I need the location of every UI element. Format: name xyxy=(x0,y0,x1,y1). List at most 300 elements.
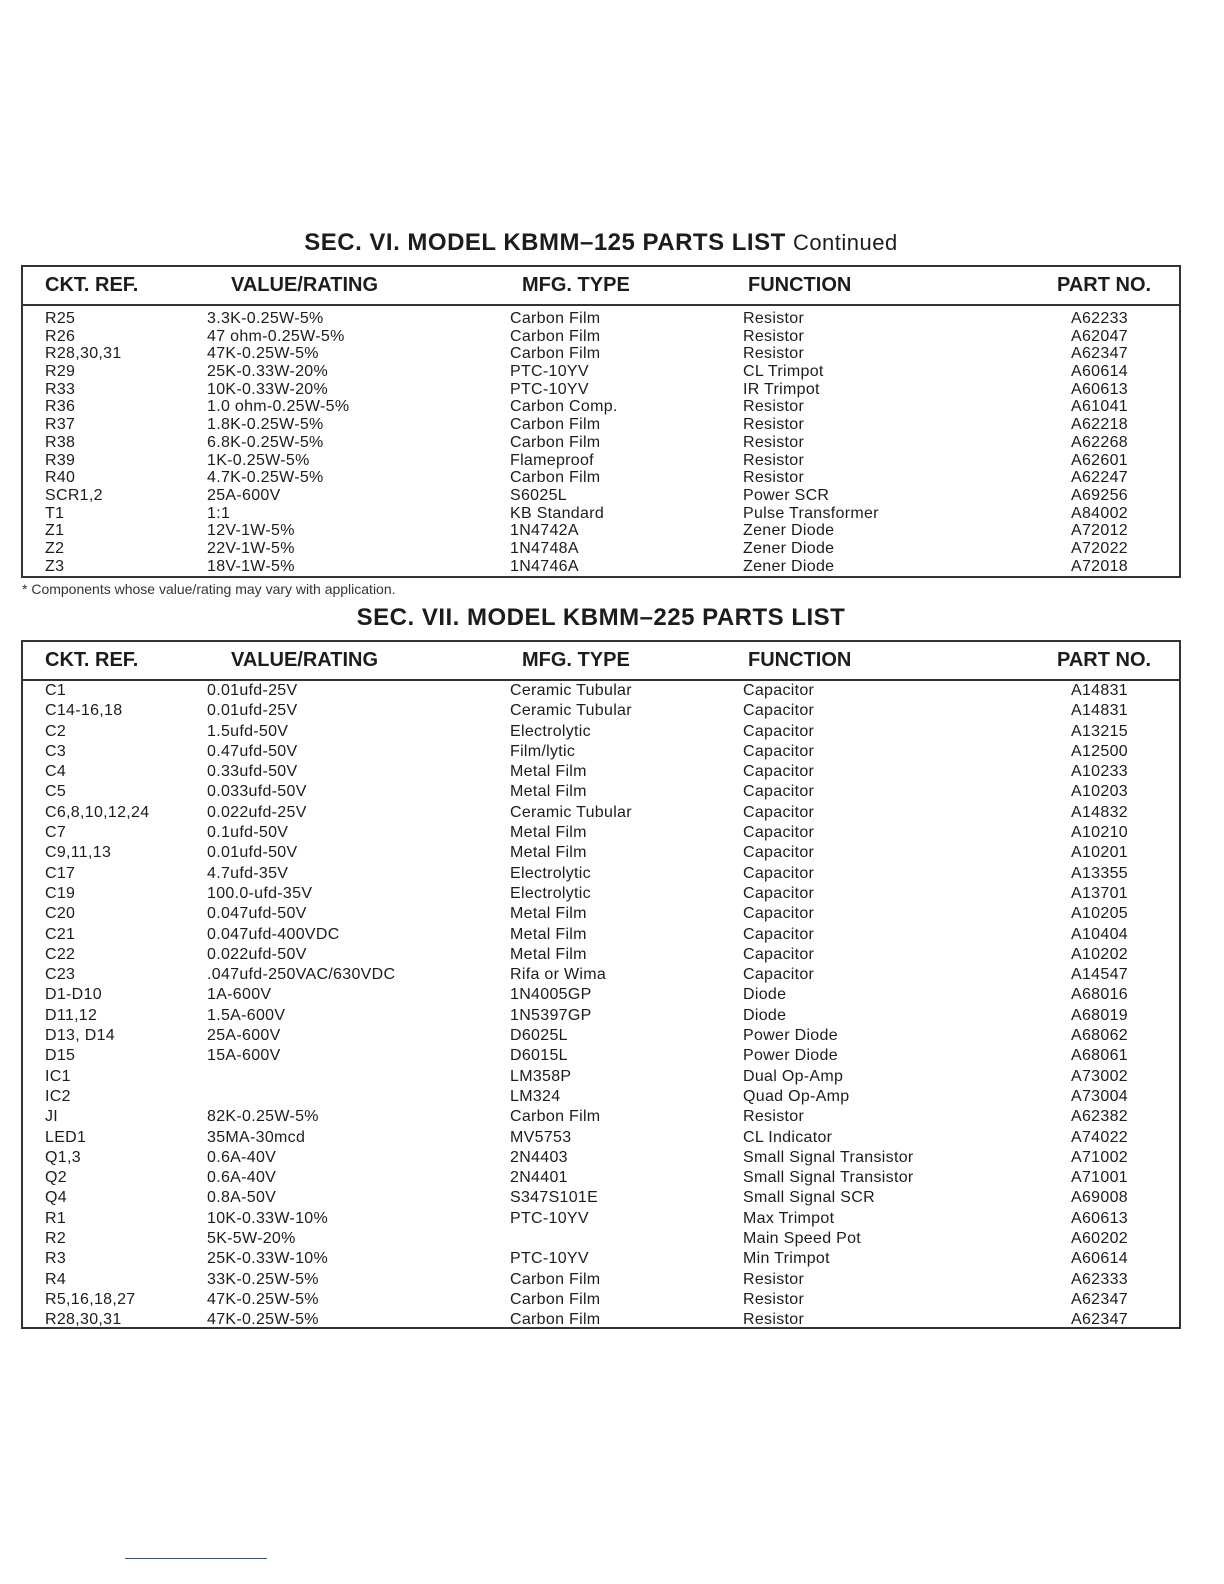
ckt-ref-cell: R25 xyxy=(45,310,76,327)
ckt-ref-cell: IC1 xyxy=(45,1067,71,1085)
table-row xyxy=(23,398,1179,416)
ckt-ref-cell: LED1 xyxy=(45,1128,87,1146)
value-rating-cell: 1.5ufd-50V xyxy=(207,722,289,740)
part-no-cell: A62218 xyxy=(1071,416,1128,434)
section6-title-text: SEC. VI. MODEL KBMM–125 PARTS LIST xyxy=(304,229,786,256)
value-rating-cell: 25K-0.33W-20% xyxy=(207,363,329,381)
part-no-cell: A10404 xyxy=(1071,925,1128,943)
table-body xyxy=(23,681,1179,1331)
mfg-type-cell: Electrolytic xyxy=(510,864,591,882)
mfg-type-cell: Carbon Comp. xyxy=(510,398,618,416)
footnote-rule xyxy=(125,1558,267,1559)
value-rating-cell: 25A-600V xyxy=(207,486,281,504)
mfg-type-cell: D6015L xyxy=(510,1047,568,1065)
part-no-cell: A71002 xyxy=(1071,1148,1128,1166)
ckt-ref-cell: R36 xyxy=(45,398,76,416)
ckt-ref-cell: C14-16,18 xyxy=(45,702,123,720)
mfg-type-cell: Metal Film xyxy=(510,905,587,923)
ckt-ref-cell: R5,16,18,27 xyxy=(45,1290,136,1308)
part-no-cell: A10210 xyxy=(1071,824,1128,842)
mfg-type-cell: D6025L xyxy=(510,1027,568,1045)
ckt-ref-cell: C4 xyxy=(45,763,67,781)
ckt-ref-cell: R3 xyxy=(45,1250,67,1268)
mfg-type-cell: PTC-10YV xyxy=(510,1209,589,1227)
mfg-type-cell: Film/lytic xyxy=(510,742,576,760)
table-row xyxy=(23,487,1179,505)
value-rating-cell: 1:1 xyxy=(207,504,231,522)
function-cell: Small Signal Transistor xyxy=(743,1169,914,1187)
section7-title-text: SEC. VII. MODEL KBMM–225 PARTS LIST xyxy=(356,604,846,631)
value-rating-cell: 22V-1W-5% xyxy=(207,539,295,557)
value-rating-cell: 6.8K-0.25W-5% xyxy=(207,433,324,451)
value-rating-cell: 0.8A-50V xyxy=(207,1189,277,1207)
value-rating-cell: 1A-600V xyxy=(207,986,272,1004)
ckt-ref-cell: C22 xyxy=(45,945,76,963)
value-rating-cell: 25A-600V xyxy=(207,1027,281,1045)
table-row xyxy=(23,965,1179,985)
part-no-cell: A72022 xyxy=(1071,539,1128,557)
ckt-ref-cell: Z3 xyxy=(45,557,65,575)
mfg-type-cell: Carbon Film xyxy=(510,469,601,487)
ckt-ref-cell: C21 xyxy=(45,925,76,943)
table-row xyxy=(23,1310,1179,1330)
mfg-type-cell: Metal Film xyxy=(510,844,587,862)
header-function: FUNCTION xyxy=(748,274,852,296)
part-no-cell: A72018 xyxy=(1071,557,1128,575)
table-row xyxy=(23,540,1179,558)
table-row xyxy=(23,1249,1179,1269)
part-no-cell: A10203 xyxy=(1071,783,1128,801)
value-rating-cell: 0.01ufd-25V xyxy=(207,682,298,699)
function-cell: Capacitor xyxy=(743,864,815,882)
header-value-rating: VALUE/RATING xyxy=(231,649,379,671)
function-cell: Capacitor xyxy=(743,945,815,963)
function-cell: Small Signal Transistor xyxy=(743,1148,914,1166)
ckt-ref-cell: R28,30,31 xyxy=(45,1311,122,1329)
table-row xyxy=(23,434,1179,452)
ckt-ref-cell: C1 xyxy=(45,682,67,699)
mfg-type-cell: Carbon Film xyxy=(510,433,601,451)
ckt-ref-cell: Q4 xyxy=(45,1189,67,1207)
header-part-no: PART NO. xyxy=(1057,649,1152,671)
table-row xyxy=(23,1046,1179,1066)
mfg-type-cell: Carbon Film xyxy=(510,345,601,363)
ckt-ref-cell: R33 xyxy=(45,380,76,398)
table-row xyxy=(23,452,1179,470)
ckt-ref-cell: T1 xyxy=(45,504,65,522)
table-row xyxy=(23,722,1179,742)
ckt-ref-cell: C2 xyxy=(45,722,67,740)
section7-title xyxy=(20,604,1182,632)
mfg-type-cell: Carbon Film xyxy=(510,327,601,345)
header-mfg-type: MFG. TYPE xyxy=(522,649,630,671)
value-rating-cell: 0.047ufd-400VDC xyxy=(207,925,340,943)
function-cell: CL Trimpot xyxy=(743,363,824,381)
ckt-ref-cell: R28,30,31 xyxy=(45,345,122,363)
value-rating-cell: 12V-1W-5% xyxy=(207,522,295,540)
part-no-cell: A68019 xyxy=(1071,1006,1128,1024)
table-row xyxy=(23,1087,1179,1107)
part-no-cell: A69256 xyxy=(1071,486,1128,504)
function-cell: Resistor xyxy=(743,345,805,363)
ckt-ref-cell: C7 xyxy=(45,824,67,842)
table-row xyxy=(23,363,1179,381)
header-function: FUNCTION xyxy=(748,649,852,671)
value-rating-cell: 0.047ufd-50V xyxy=(207,905,307,923)
function-cell: Capacitor xyxy=(743,803,815,821)
part-no-cell: A61041 xyxy=(1071,398,1128,416)
mfg-type-cell: Carbon Film xyxy=(510,1311,601,1329)
mfg-type-cell: 1N4742A xyxy=(510,522,579,540)
table-row xyxy=(23,1067,1179,1087)
table-row xyxy=(23,1270,1179,1290)
mfg-type-cell: PTC-10YV xyxy=(510,363,589,381)
mfg-type-cell: Metal Film xyxy=(510,763,587,781)
part-no-cell: A60202 xyxy=(1071,1230,1128,1248)
part-no-cell: A62333 xyxy=(1071,1270,1128,1288)
header-mfg-type: MFG. TYPE xyxy=(522,274,630,296)
ckt-ref-cell: JI xyxy=(45,1108,59,1126)
function-cell: Capacitor xyxy=(743,844,815,862)
value-rating-cell: 47 ohm-0.25W-5% xyxy=(207,327,345,345)
ckt-ref-cell: C3 xyxy=(45,742,67,760)
value-rating-cell: 18V-1W-5% xyxy=(207,557,295,575)
table-row xyxy=(23,558,1179,576)
table-row xyxy=(23,505,1179,523)
ckt-ref-cell: Z2 xyxy=(45,539,65,557)
function-cell: Pulse Transformer xyxy=(743,504,879,522)
table-row xyxy=(23,762,1179,782)
part-no-cell: A14832 xyxy=(1071,803,1128,821)
value-rating-cell: 1.5A-600V xyxy=(207,1006,286,1024)
header-ckt-ref: CKT. REF. xyxy=(45,649,139,671)
part-no-cell: A69008 xyxy=(1071,1189,1128,1207)
function-cell: Resistor xyxy=(743,1311,805,1329)
ckt-ref-cell: R39 xyxy=(45,451,76,469)
value-rating-cell: 0.01ufd-25V xyxy=(207,702,298,720)
mfg-type-cell: Carbon Film xyxy=(510,310,601,327)
table-row xyxy=(23,843,1179,863)
value-rating-cell: 0.6A-40V xyxy=(207,1148,277,1166)
ckt-ref-cell: Q1,3 xyxy=(45,1148,81,1166)
table-row xyxy=(23,328,1179,346)
value-rating-cell: 5K-5W-20% xyxy=(207,1230,296,1248)
table-header xyxy=(23,642,1179,681)
function-cell: Max Trimpot xyxy=(743,1209,835,1227)
mfg-type-cell: Carbon Film xyxy=(510,1108,601,1126)
table-row xyxy=(23,904,1179,924)
function-cell: CL Indicator xyxy=(743,1128,833,1146)
part-no-cell: A14831 xyxy=(1071,682,1128,699)
table-row xyxy=(23,985,1179,1005)
mfg-type-cell: MV5753 xyxy=(510,1128,572,1146)
part-no-cell: A10205 xyxy=(1071,905,1128,923)
table-row xyxy=(23,416,1179,434)
part-no-cell: A14547 xyxy=(1071,966,1128,984)
parts-table-kbmm-225 xyxy=(21,640,1181,1329)
table-row xyxy=(23,522,1179,540)
part-no-cell: A84002 xyxy=(1071,504,1128,522)
function-cell: Capacitor xyxy=(743,925,815,943)
table-row xyxy=(23,945,1179,965)
ckt-ref-cell: C19 xyxy=(45,884,76,902)
section6-title xyxy=(20,229,1182,257)
ckt-ref-cell: C17 xyxy=(45,864,76,882)
table-row xyxy=(23,1209,1179,1229)
mfg-type-cell: Carbon Film xyxy=(510,1270,601,1288)
value-rating-cell: 4.7K-0.25W-5% xyxy=(207,469,324,487)
header-part-no: PART NO. xyxy=(1057,274,1152,296)
value-rating-cell: 0.033ufd-50V xyxy=(207,783,307,801)
value-rating-cell: 1.8K-0.25W-5% xyxy=(207,416,324,434)
table-row xyxy=(23,381,1179,399)
part-no-cell: A60613 xyxy=(1071,1209,1128,1227)
function-cell: Resistor xyxy=(743,451,805,469)
table-row xyxy=(23,803,1179,823)
function-cell: Power Diode xyxy=(743,1047,838,1065)
mfg-type-cell: 1N4748A xyxy=(510,539,579,557)
value-rating-cell: 25K-0.33W-10% xyxy=(207,1250,329,1268)
ckt-ref-cell: R4 xyxy=(45,1270,67,1288)
part-no-cell: A71001 xyxy=(1071,1169,1128,1187)
function-cell: Dual Op-Amp xyxy=(743,1067,844,1085)
part-no-cell: A60613 xyxy=(1071,380,1128,398)
function-cell: Quad Op-Amp xyxy=(743,1087,850,1105)
part-no-cell: A62347 xyxy=(1071,1290,1128,1308)
header-ckt-ref: CKT. REF. xyxy=(45,274,139,296)
function-cell: Resistor xyxy=(743,310,805,327)
function-cell: Capacitor xyxy=(743,824,815,842)
value-rating-cell: 82K-0.25W-5% xyxy=(207,1108,319,1126)
function-cell: Resistor xyxy=(743,1108,805,1126)
function-cell: Zener Diode xyxy=(743,557,835,575)
part-no-cell: A62601 xyxy=(1071,451,1128,469)
table-row xyxy=(23,1290,1179,1310)
mfg-type-cell: 2N4403 xyxy=(510,1148,568,1166)
table-body xyxy=(23,306,1179,575)
value-rating-cell: 0.01ufd-50V xyxy=(207,844,298,862)
ckt-ref-cell: C5 xyxy=(45,783,67,801)
part-no-cell: A62347 xyxy=(1071,345,1128,363)
value-rating-cell: 4.7ufd-35V xyxy=(207,864,289,882)
mfg-type-cell: Ceramic Tubular xyxy=(510,803,632,821)
ckt-ref-cell: R2 xyxy=(45,1230,67,1248)
part-no-cell: A60614 xyxy=(1071,363,1128,381)
mfg-type-cell: PTC-10YV xyxy=(510,380,589,398)
mfg-type-cell: Electrolytic xyxy=(510,722,591,740)
value-rating-cell: 10K-0.33W-10% xyxy=(207,1209,329,1227)
mfg-type-cell: LM358P xyxy=(510,1067,572,1085)
function-cell: Diode xyxy=(743,1006,787,1024)
mfg-type-cell: Carbon Film xyxy=(510,416,601,434)
value-rating-cell: 100.0-ufd-35V xyxy=(207,884,313,902)
table-row xyxy=(23,310,1179,328)
value-rating-cell: 1.0 ohm-0.25W-5% xyxy=(207,398,350,416)
footnote: * Components whose value/rating may vary with application. xyxy=(22,581,396,597)
ckt-ref-cell: IC2 xyxy=(45,1087,71,1105)
table-row xyxy=(23,1229,1179,1249)
part-no-cell: A62268 xyxy=(1071,433,1128,451)
function-cell: Resistor xyxy=(743,416,805,434)
function-cell: Small Signal SCR xyxy=(743,1189,875,1207)
table-row xyxy=(23,884,1179,904)
ckt-ref-cell: D1-D10 xyxy=(45,986,102,1004)
part-no-cell: A74022 xyxy=(1071,1128,1128,1146)
value-rating-cell: 33K-0.25W-5% xyxy=(207,1270,319,1288)
function-cell: Min Trimpot xyxy=(743,1250,830,1268)
part-no-cell: A73004 xyxy=(1071,1087,1128,1105)
function-cell: Resistor xyxy=(743,433,805,451)
mfg-type-cell: Rifa or Wima xyxy=(510,966,607,984)
part-no-cell: A73002 xyxy=(1071,1067,1128,1085)
mfg-type-cell: Ceramic Tubular xyxy=(510,702,632,720)
function-cell: Diode xyxy=(743,986,787,1004)
ckt-ref-cell: D13, D14 xyxy=(45,1027,115,1045)
value-rating-cell: 47K-0.25W-5% xyxy=(207,345,319,363)
table-row xyxy=(23,782,1179,802)
value-rating-cell: 35MA-30mcd xyxy=(207,1128,306,1146)
table-row xyxy=(23,1107,1179,1127)
mfg-type-cell: Metal Film xyxy=(510,824,587,842)
function-cell: Capacitor xyxy=(743,722,815,740)
table-row xyxy=(23,469,1179,487)
parts-table-kbmm-125 xyxy=(21,265,1181,578)
ckt-ref-cell: Q2 xyxy=(45,1169,67,1187)
mfg-type-cell: 2N4401 xyxy=(510,1169,568,1187)
part-no-cell: A72012 xyxy=(1071,522,1128,540)
table-row xyxy=(23,1188,1179,1208)
function-cell: Zener Diode xyxy=(743,522,835,540)
function-cell: Resistor xyxy=(743,327,805,345)
value-rating-cell: 0.022ufd-50V xyxy=(207,945,307,963)
value-rating-cell: 0.022ufd-25V xyxy=(207,803,307,821)
function-cell: Resistor xyxy=(743,1290,805,1308)
ckt-ref-cell: D11,12 xyxy=(45,1006,98,1024)
table-row xyxy=(23,1148,1179,1168)
mfg-type-cell: 1N4005GP xyxy=(510,986,592,1004)
part-no-cell: A13701 xyxy=(1071,884,1128,902)
ckt-ref-cell: C9,11,13 xyxy=(45,844,112,862)
mfg-type-cell: LM324 xyxy=(510,1087,561,1105)
table-row xyxy=(23,1168,1179,1188)
function-cell: Main Speed Pot xyxy=(743,1230,862,1248)
part-no-cell: A13355 xyxy=(1071,864,1128,882)
value-rating-cell: 0.6A-40V xyxy=(207,1169,277,1187)
value-rating-cell: 0.1ufd-50V xyxy=(207,824,289,842)
table-row xyxy=(23,345,1179,363)
table-row xyxy=(23,1128,1179,1148)
value-rating-cell: 47K-0.25W-5% xyxy=(207,1290,319,1308)
mfg-type-cell: Metal Film xyxy=(510,783,587,801)
ckt-ref-cell: C23 xyxy=(45,966,76,984)
mfg-type-cell: KB Standard xyxy=(510,504,605,522)
function-cell: Power SCR xyxy=(743,486,830,504)
mfg-type-cell: Electrolytic xyxy=(510,884,591,902)
mfg-type-cell: S6025L xyxy=(510,486,567,504)
part-no-cell: A10233 xyxy=(1071,763,1128,781)
function-cell: Capacitor xyxy=(743,884,815,902)
mfg-type-cell: Metal Film xyxy=(510,925,587,943)
part-no-cell: A12500 xyxy=(1071,742,1128,760)
function-cell: Resistor xyxy=(743,398,805,416)
value-rating-cell: .047ufd-250VAC/630VDC xyxy=(207,966,396,984)
table-row xyxy=(23,1026,1179,1046)
mfg-type-cell: 1N5397GP xyxy=(510,1006,592,1024)
function-cell: Resistor xyxy=(743,1270,805,1288)
part-no-cell: A13215 xyxy=(1071,722,1128,740)
value-rating-cell: 1K-0.25W-5% xyxy=(207,451,310,469)
part-no-cell: A10201 xyxy=(1071,844,1128,862)
value-rating-cell: 3.3K-0.25W-5% xyxy=(207,310,324,327)
ckt-ref-cell: R1 xyxy=(45,1209,67,1227)
table-row xyxy=(23,701,1179,721)
value-rating-cell: 15A-600V xyxy=(207,1047,281,1065)
function-cell: Zener Diode xyxy=(743,539,835,557)
part-no-cell: A68016 xyxy=(1071,986,1128,1004)
ckt-ref-cell: C20 xyxy=(45,905,76,923)
ckt-ref-cell: Z1 xyxy=(45,522,65,540)
part-no-cell: A62247 xyxy=(1071,469,1128,487)
function-cell: Capacitor xyxy=(743,682,815,699)
function-cell: Capacitor xyxy=(743,966,815,984)
part-no-cell: A62047 xyxy=(1071,327,1128,345)
table-header xyxy=(23,267,1179,306)
part-no-cell: A62382 xyxy=(1071,1108,1128,1126)
table-row xyxy=(23,925,1179,945)
part-no-cell: A68062 xyxy=(1071,1027,1128,1045)
mfg-type-cell: Carbon Film xyxy=(510,1290,601,1308)
ckt-ref-cell: C6,8,10,12,24 xyxy=(45,803,150,821)
function-cell: Capacitor xyxy=(743,742,815,760)
ckt-ref-cell: R38 xyxy=(45,433,76,451)
header-value-rating: VALUE/RATING xyxy=(231,274,379,296)
table-row xyxy=(23,742,1179,762)
function-cell: Power Diode xyxy=(743,1027,838,1045)
value-rating-cell: 0.47ufd-50V xyxy=(207,742,298,760)
part-no-cell: A60614 xyxy=(1071,1250,1128,1268)
mfg-type-cell: S347S101E xyxy=(510,1189,599,1207)
value-rating-cell: 0.33ufd-50V xyxy=(207,763,298,781)
ckt-ref-cell: R37 xyxy=(45,416,76,434)
mfg-type-cell: Ceramic Tubular xyxy=(510,682,632,699)
value-rating-cell: 10K-0.33W-20% xyxy=(207,380,329,398)
table-row xyxy=(23,1006,1179,1026)
ckt-ref-cell: R40 xyxy=(45,469,76,487)
function-cell: Capacitor xyxy=(743,905,815,923)
part-no-cell: A10202 xyxy=(1071,945,1128,963)
section6-title-continued: Continued xyxy=(792,230,898,255)
function-cell: Resistor xyxy=(743,469,805,487)
ckt-ref-cell: D15 xyxy=(45,1047,76,1065)
value-rating-cell: 47K-0.25W-5% xyxy=(207,1311,319,1329)
part-no-cell: A14831 xyxy=(1071,702,1128,720)
mfg-type-cell: 1N4746A xyxy=(510,557,579,575)
part-no-cell: A62233 xyxy=(1071,310,1128,327)
function-cell: Capacitor xyxy=(743,783,815,801)
ckt-ref-cell: R29 xyxy=(45,363,76,381)
table-row xyxy=(23,864,1179,884)
mfg-type-cell: PTC-10YV xyxy=(510,1250,589,1268)
part-no-cell: A68061 xyxy=(1071,1047,1128,1065)
part-no-cell: A62347 xyxy=(1071,1311,1128,1329)
table-row xyxy=(23,681,1179,701)
function-cell: Capacitor xyxy=(743,763,815,781)
ckt-ref-cell: R26 xyxy=(45,327,76,345)
function-cell: Capacitor xyxy=(743,702,815,720)
mfg-type-cell: Metal Film xyxy=(510,945,587,963)
mfg-type-cell: Flameproof xyxy=(510,451,594,469)
function-cell: IR Trimpot xyxy=(743,380,820,398)
